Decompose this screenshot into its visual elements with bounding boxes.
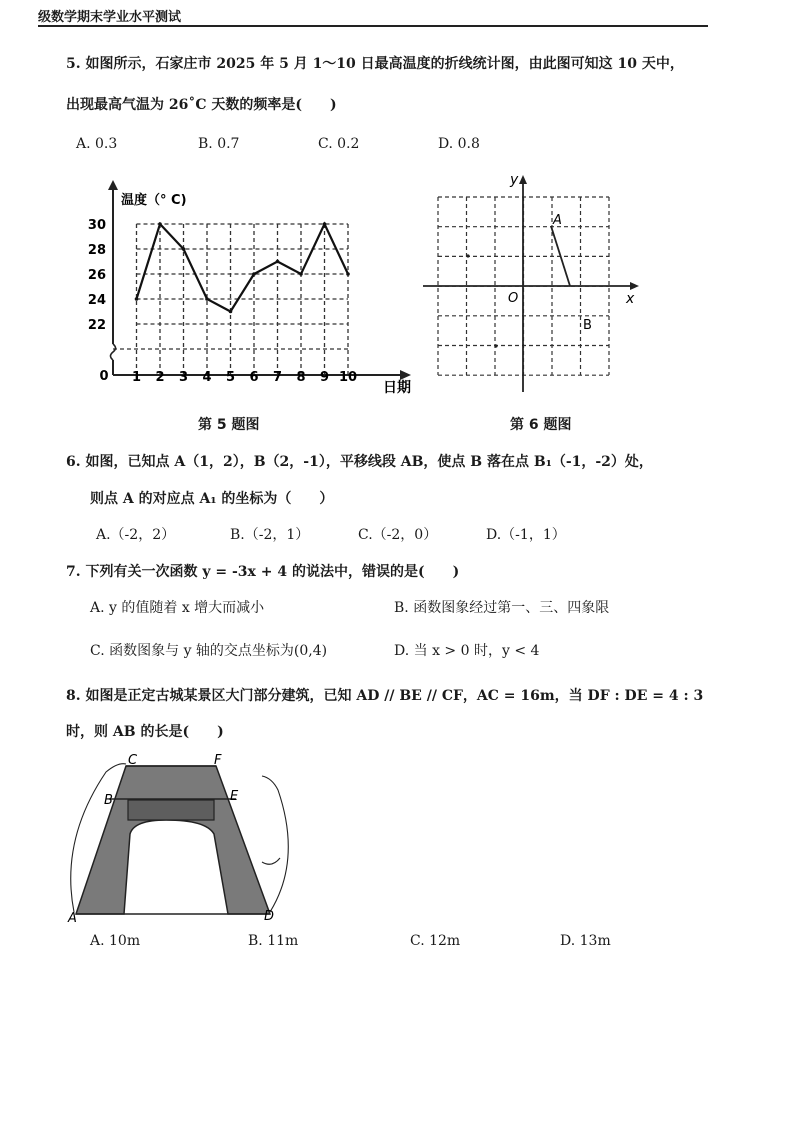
q6-stem-line2: 则点 A 的对应点 A₁ 的坐标为（ ） [90,491,334,507]
temperature-data-point [229,310,233,314]
q6-x-axis-arrow [630,282,639,290]
q6-option-b[interactable]: B.（-2，1） [230,527,310,543]
coordinate-grid-figure [418,170,643,400]
gate-plaque [128,800,214,820]
q6-x-label: x [626,291,635,307]
q5-option-d[interactable]: D. 0.8 [438,136,480,152]
q5-stem-line2: 出现最高气温为 26˚C 天数的频率是( ) [66,97,337,113]
q7-stem: 7. 下列有关一次函数 y = -3x + 4 的说法中，错误的是( ) [66,564,460,580]
label-b: B [104,793,113,808]
x-tick-label: 3 [178,370,189,385]
brace-df [262,776,288,912]
temperature-data-point [346,272,350,276]
y-axis-arrow [108,180,118,190]
temperature-data-point [135,297,139,301]
q8-stem-line2: 时，则 AB 的长是( ) [66,724,224,740]
q6-y-axis-arrow [519,175,527,184]
q8-stem-line1: 8. 如图是正定古城某景区大门部分建筑，已知 AD // BE // CF，AC = 16m，当 DF : DE = 4 : 3 [66,688,704,704]
q7-option-c[interactable]: C. 函数图象与 y 轴的交点坐标为(0,4) [90,643,328,659]
q6-origin-label: O [508,291,519,306]
y-tick-label: 22 [87,318,106,333]
temperature-line-chart [87,180,425,396]
q8-option-a[interactable]: A. 10m [90,933,141,949]
label-c: C [128,753,138,768]
q6-stem-line1: 6. 如图，已知点 A（1，2），B（2，-1），平移线段 AB，使点 B 落在点 B₁（-1，-2）处， [66,454,653,470]
q8-option-d[interactable]: D. 13m [560,933,611,949]
exam-header: 级数学期末学业水平测试 [38,10,182,25]
y-tick-label: 24 [87,293,106,308]
point-b-label: B [583,318,592,333]
q7-option-b[interactable]: B. 函数图象经过第一、三、四象限 [394,600,610,616]
x-tick-label: 8 [296,370,306,385]
brace-de [262,858,280,864]
q5-option-a[interactable]: A. 0.3 [76,136,118,152]
temperature-data-point [323,222,327,226]
x-tick-label: 1 [131,370,142,385]
y-tick-label: 30 [87,218,106,233]
x-axis-arrow [400,370,411,380]
y-tick-label: 26 [87,268,106,283]
q5-stem-line1: 5. 如图所示，石家庄市 2025 年 5 月 1～10 日最高温度的折线统计图，由此图可知这 10 天中， [66,56,684,72]
q8-option-c[interactable]: C. 12m [410,933,461,949]
stray-dot [466,254,469,257]
label-e: E [230,789,239,804]
x-axis-label: 日期 [383,380,411,396]
stray-dot [494,344,497,347]
fig6-caption: 第 6 题图 [510,417,572,433]
x-tick-label: 5 [225,370,236,385]
x-tick-label: 2 [155,370,165,385]
gate-building-figure [66,750,306,925]
y-axis-label: 温度（° C) [121,193,187,208]
header-rule [38,25,708,27]
q5-option-c[interactable]: C. 0.2 [318,136,360,152]
q8-option-b[interactable]: B. 11m [248,933,299,949]
q6-y-label: y [510,172,519,188]
origin-label: 0 [99,369,109,384]
gate-shape [76,766,270,914]
x-tick-label: 9 [319,370,330,385]
q6-option-a[interactable]: A.（-2，2） [96,527,176,543]
axis-break-mark [111,344,116,360]
x-tick-label: 6 [249,370,259,385]
temperature-data-point [158,222,162,226]
q7-option-d[interactable]: D. 当 x > 0 时，y < 4 [394,643,540,659]
label-a: A [68,911,77,926]
temperature-data-point [252,272,256,276]
x-tick-label: 4 [202,370,212,385]
temperature-data-point [276,260,280,264]
label-d: D [264,909,275,924]
x-tick-label: 7 [272,370,283,385]
temperature-data-point [299,272,303,276]
temperature-data-point [205,297,209,301]
fig5-caption: 第 5 题图 [198,417,260,433]
point-a-label: A [553,213,562,228]
q6-option-d[interactable]: D.（-1，1） [486,527,566,543]
q7-option-a[interactable]: A. y 的值随着 x 增大而减小 [90,600,265,616]
q6-option-c[interactable]: C.（-2，0） [358,527,438,543]
y-tick-label: 28 [87,243,106,258]
temperature-data-point [182,247,186,251]
label-f: F [214,753,222,768]
x-tick-label: 10 [338,370,358,385]
q5-option-b[interactable]: B. 0.7 [198,136,240,152]
